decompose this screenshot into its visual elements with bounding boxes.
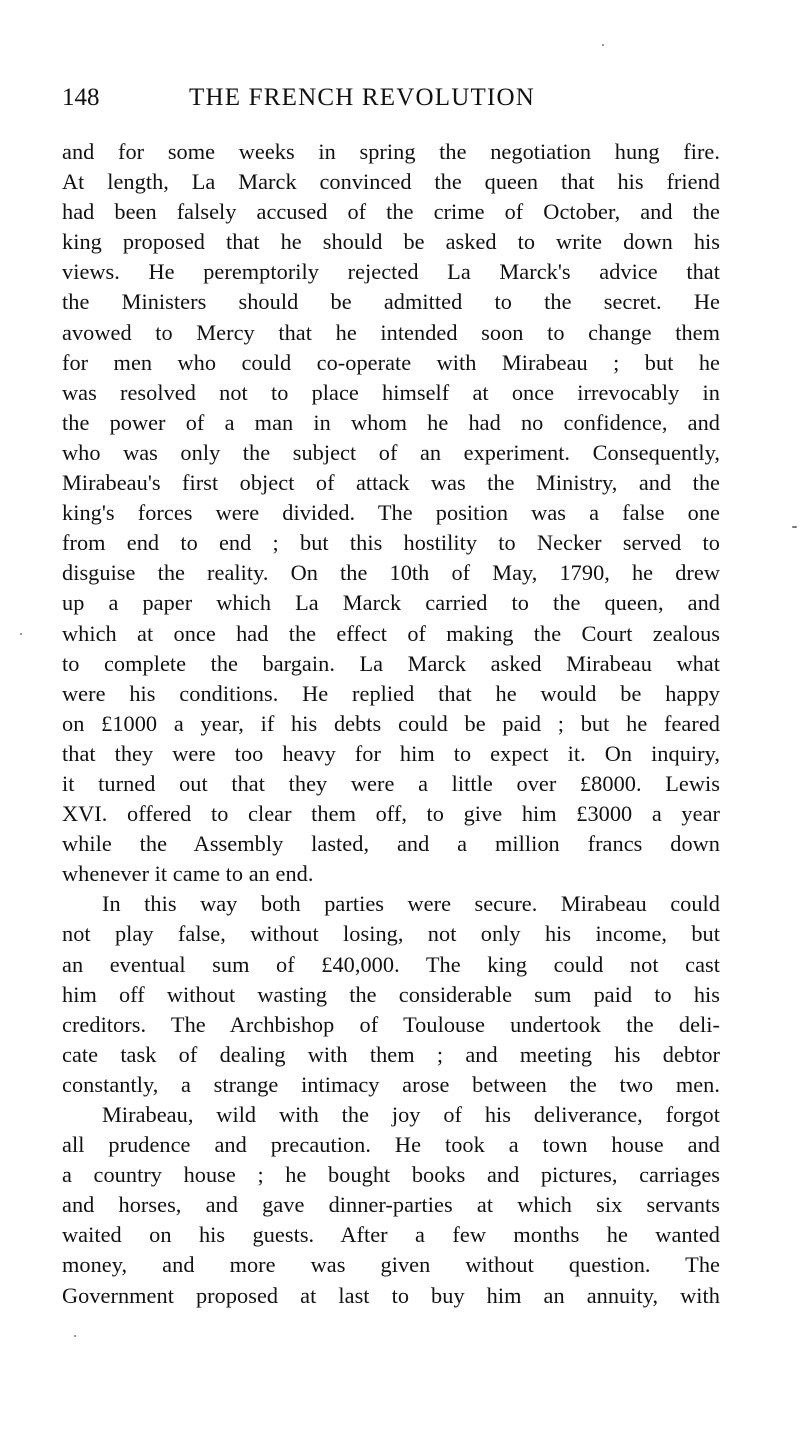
text-line: who was only the subject of an experiment. Consequently, (62, 439, 720, 465)
text-line: creditors. The Archbishop of Toulouse undertook the deli- (62, 1011, 720, 1037)
scan-speck (74, 1335, 76, 1337)
text-line: king proposed that he should be asked to write down his (62, 229, 720, 255)
text-line: In this way both parties were secure. Mirabeau could (102, 891, 720, 917)
text-line: views. He peremptorily rejected La Marck's advice that (62, 259, 720, 285)
text-line: on £1000 a year, if his debts could be paid ; but he feared (62, 710, 720, 736)
text-line: waited on his guests. After a few months he wanted (62, 1222, 720, 1248)
page-number: 148 (62, 84, 100, 111)
text-line: money, and more was given without question. The (62, 1252, 720, 1278)
body-text (62, 137, 720, 1311)
text-line: the Ministers should be admitted to the secret. He (62, 289, 720, 315)
text-line: king's forces were divided. The position was a false one (62, 500, 720, 526)
scan-speck (20, 633, 22, 635)
text-line: Mirabeau, wild with the joy of his deliverance, forgot (102, 1102, 720, 1127)
text-line: disguise the reality. On the 10th of May, 1790, he drew (62, 560, 720, 586)
text-line: At length, La Marck convinced the queen that his friend (62, 169, 720, 195)
text-line: up a paper which La Marck carried to the queen, and (62, 590, 720, 616)
text-line: all prudence and precaution. He took a town house and (62, 1132, 720, 1158)
text-line: which at once had the effect of making the Court zealous (62, 620, 720, 646)
text-line: Government proposed at last to buy him an annuity, with (62, 1282, 720, 1308)
text-line: him off without wasting the considerable sum paid to his (62, 981, 720, 1007)
text-line: the power of a man in whom he had no confidence, and (62, 409, 720, 435)
text-line: and horses, and gave dinner-parties at which six servants (62, 1192, 720, 1218)
text-line: avowed to Mercy that he intended soon to change them (62, 319, 720, 345)
text-line: an eventual sum of £40,000. The king could not cast (62, 951, 720, 977)
text-line: and for some weeks in spring the negotiation hung fire. (62, 139, 720, 164)
text-line: was resolved not to place himself at once irrevocably in (62, 379, 720, 405)
text-line: while the Assembly lasted, and a million francs down (62, 831, 720, 857)
text-line: Mirabeau's first object of attack was the Ministry, and the (62, 470, 720, 496)
text-line: it turned out that they were a little over £8000. Lewis (62, 770, 720, 796)
text-line: for men who could co-operate with Mirabeau ; but he (62, 349, 720, 375)
paragraph (62, 889, 720, 1100)
text-line: XVI. offered to clear them off, to give him £3000 a year (62, 801, 720, 827)
text-line: from end to end ; but this hostility to Necker served to (62, 530, 720, 556)
text-line: constantly, a strange intimacy arose between the two men. (62, 1071, 720, 1097)
text-line: whenever it came to an end. (62, 861, 314, 887)
paragraph (62, 137, 720, 889)
text-line: cate task of dealing with them ; and meeting his debtor (62, 1041, 720, 1067)
text-line: to complete the bargain. La Marck asked Mirabeau what (62, 650, 720, 676)
text-line: a country house ; he bought books and pictures, carriages (62, 1162, 720, 1188)
paragraph (62, 1100, 720, 1311)
text-line: not play false, without losing, not only his income, but (62, 921, 720, 947)
scan-speck (602, 44, 604, 46)
text-line: had been falsely accused of the crime of October, and the (62, 199, 720, 225)
scan-speck (792, 526, 797, 528)
text-line: were his conditions. He replied that he would be happy (62, 680, 720, 706)
text-line: that they were too heavy for him to expect it. On inquiry, (62, 740, 720, 766)
running-head (62, 84, 722, 118)
running-title: THE FRENCH REVOLUTION (189, 84, 536, 111)
